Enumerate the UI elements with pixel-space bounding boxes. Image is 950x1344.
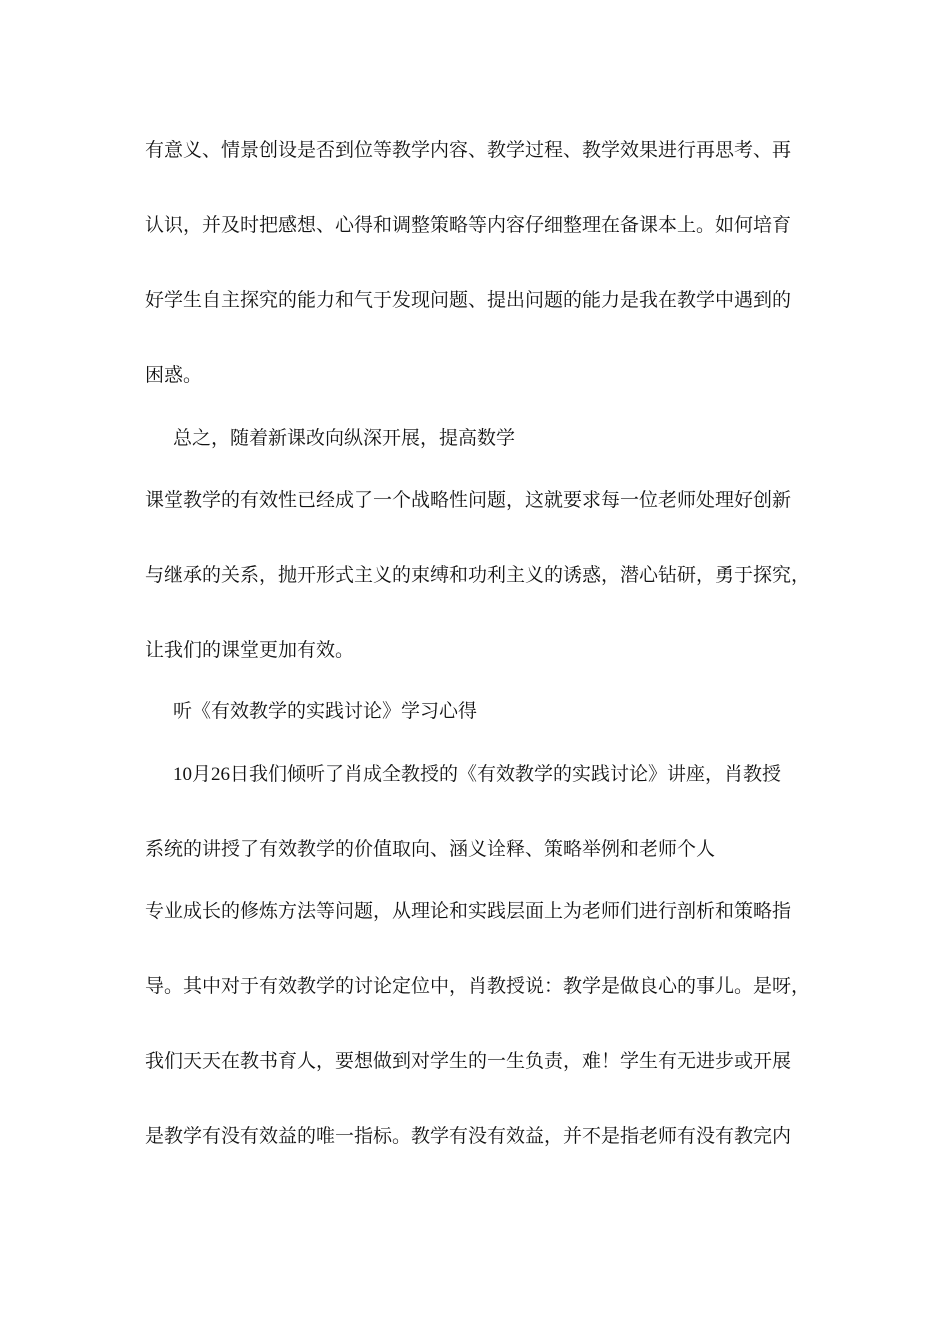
- text-line: 是教学有没有效益的唯一指标。教学有没有效益，并不是指老师有没有教完内: [145, 1125, 792, 1147]
- text-line: 认识，并及时把感想、心得和调整策略等内容仔细整理在备课本上。如何培育: [145, 214, 792, 236]
- text-line: 有意义、情景创设是否到位等教学内容、教学过程、教学效果进行再思考、再: [145, 139, 792, 161]
- text-fragment: 月: [192, 763, 212, 785]
- section-heading: 听《有效教学的实践讨论》学习心得: [173, 700, 478, 722]
- text-line: 好学生自主探究的能力和气于发现问题、提出问题的能力是我在教学中遇到的: [145, 289, 792, 311]
- text-line: 课堂教学的有效性已经成了一个战略性问题，这就要求每一位老师处理好创新: [145, 489, 792, 511]
- text-fragment: 日我们倾听了肖成全教授的《有效教学的实践讨论》讲座，肖教授: [230, 763, 782, 785]
- text-line: 总之，随着新课改向纵深开展，提高数学: [173, 427, 516, 449]
- text-line: 系统的讲授了有效教学的价值取向、涵义诠释、策略举例和老师个人: [145, 838, 716, 860]
- text-line: [173, 760, 843, 789]
- text-line: 与继承的关系，抛开形式主义的束缚和功利主义的诱惑，潜心钻研，勇于探究，: [145, 564, 811, 586]
- text-number: 10: [173, 764, 192, 785]
- text-line: 导。其中对于有效教学的讨论定位中，肖教授说：教学是做良心的事儿。是呀，: [145, 975, 811, 997]
- text-line: 让我们的课堂更加有效。: [145, 639, 355, 661]
- text-line: 困惑。: [145, 364, 203, 386]
- text-line: 我们天天在教书育人，要想做到对学生的一生负责，难！学生有无进步或开展: [145, 1050, 792, 1072]
- text-number: 26: [211, 764, 231, 785]
- text-line: 专业成长的修炼方法等问题，从理论和实践层面上为老师们进行剖析和策略指: [145, 900, 792, 922]
